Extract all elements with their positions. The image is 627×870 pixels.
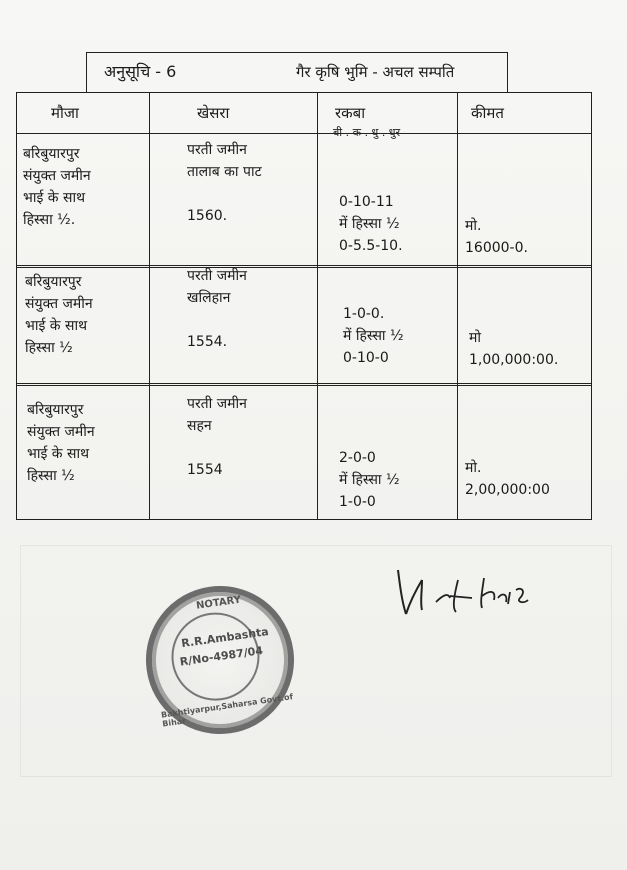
seal-top-text: NOTARY bbox=[195, 594, 242, 612]
row-2-kimat: मो 1,00,000:00. bbox=[469, 330, 559, 368]
row-divider bbox=[17, 265, 591, 268]
property-table bbox=[16, 92, 592, 520]
area-unit-label: बी . क . धु . धुर bbox=[333, 126, 401, 139]
row-3-mauja: बरिबुयारपुर संयुक्त जमीन भाई के साथ हिस्सा ½ bbox=[27, 402, 95, 484]
row-1-mauja: बरिबुयारपुर संयुक्त जमीन भाई के साथ हिस्सा ½. bbox=[23, 146, 91, 228]
row-3-rakba: 2-0-0 में हिस्सा ½ 1-0-0 bbox=[339, 450, 400, 510]
seal-bottom-text: Bakhtiyarpur,Saharsa Govt.of Bihar bbox=[160, 692, 294, 729]
property-type: गैर कृषि भुमि - अचल सम्पति bbox=[296, 63, 455, 81]
row-3-khesra: परती जमीन सहन 1554 bbox=[187, 396, 247, 478]
column-divider bbox=[317, 93, 318, 519]
schedule-number: अनुसूचि - 6 bbox=[104, 62, 177, 81]
row-1-rakba: 0-10-11 में हिस्सा ½ 0-5.5-10. bbox=[339, 194, 403, 254]
row-3-kimat: मो. 2,00,000:00 bbox=[465, 460, 550, 498]
header-row-divider bbox=[17, 133, 591, 134]
column-divider bbox=[457, 93, 458, 519]
column-header-khesra: खेसरा bbox=[197, 104, 230, 122]
seal-name: R.R.Ambashta bbox=[180, 625, 270, 651]
column-header-kimat: कीमत bbox=[471, 104, 504, 122]
row-2-khesra: परती जमीन खलिहान 1554. bbox=[187, 268, 247, 350]
row-1-khesra: परती जमीन तालाब का पाट 1560. bbox=[187, 142, 262, 224]
column-header-rakba: रकबा bbox=[335, 104, 366, 122]
row-divider bbox=[17, 383, 591, 386]
column-header-mauja: मौजा bbox=[51, 104, 79, 122]
row-2-mauja: बरिबुयारपुर संयुक्त जमीन भाई के साथ हिस्सा ½ bbox=[25, 274, 93, 356]
seal-registration: R/No-4987/04 bbox=[178, 644, 264, 669]
row-1-kimat: मो. 16000-0. bbox=[465, 218, 528, 256]
signature bbox=[392, 562, 532, 622]
row-2-rakba: 1-0-0. में हिस्सा ½ 0-10-0 bbox=[343, 306, 404, 366]
column-divider bbox=[149, 93, 150, 519]
